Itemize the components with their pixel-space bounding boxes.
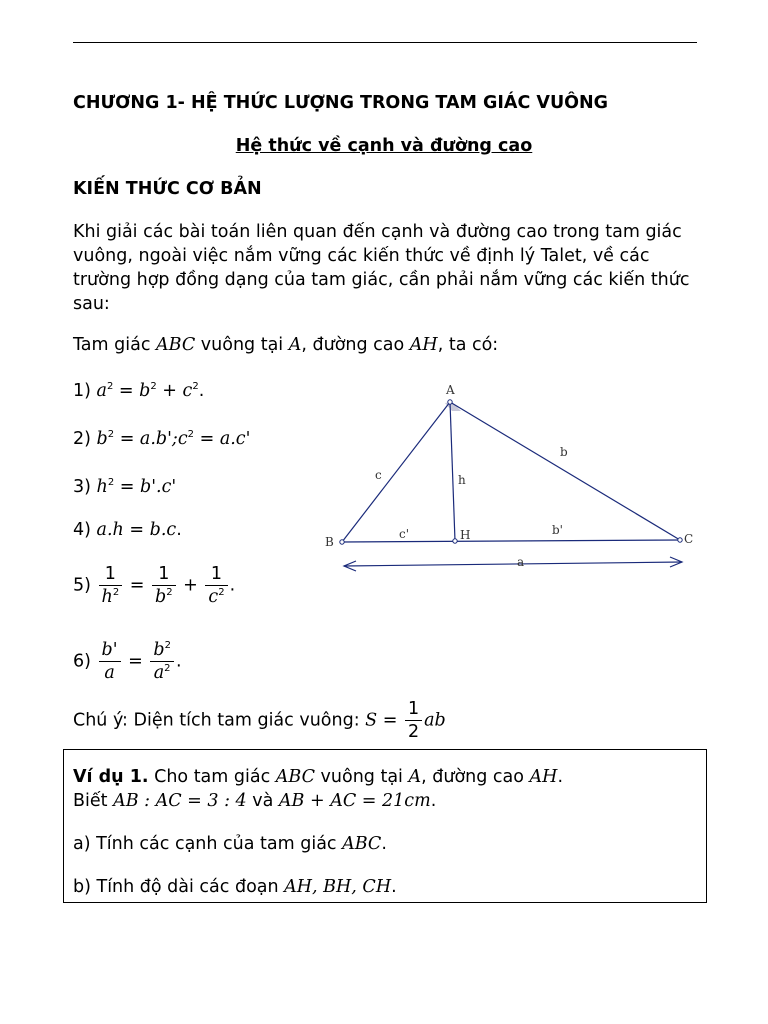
- math-expr: a.c': [219, 429, 251, 449]
- formula-number: 2): [73, 429, 91, 449]
- exponent: 2: [164, 663, 171, 674]
- math-var: a: [96, 381, 107, 401]
- point-a: [448, 400, 452, 404]
- note-label: Chú ý: Diện tích tam giác vuông:: [73, 710, 366, 731]
- math-ah: AH: [409, 335, 438, 355]
- exponent: 2: [107, 429, 115, 440]
- hypotenuse-a: [342, 540, 680, 542]
- equals-sign: =: [194, 429, 220, 449]
- label-H: H: [460, 528, 471, 542]
- question-a: [73, 834, 387, 854]
- exponent: 2: [192, 381, 199, 392]
- numerator: 1: [99, 564, 123, 586]
- label-A: A: [446, 383, 455, 397]
- math-segments: AH, BH, CH: [284, 877, 392, 897]
- label-c-prime: c': [399, 527, 410, 541]
- example-text: Biết: [73, 791, 114, 811]
- numerator: 1: [205, 564, 227, 586]
- period: .: [229, 575, 236, 596]
- point-b: [340, 540, 344, 544]
- math-abc: ABC: [342, 834, 382, 854]
- math-var: h: [96, 477, 108, 497]
- math-expr: ab: [424, 710, 446, 731]
- math-ratio: AB : AC = 3 : 4: [113, 791, 247, 811]
- premise-text: Tam giác: [73, 335, 157, 355]
- intro-paragraph: Khi giải các bài toán liên quan đến cạnh và đường cao trong tam giác vuông, ngoài việc nắm vững các kiến thức về định lý Talet, về các trường hợp đồng dạng của tam giác, cần phải nắm vững các kiến thức sau:: [73, 222, 690, 314]
- numerator: 1: [152, 564, 176, 586]
- plus-sign: +: [156, 381, 183, 401]
- math-var: b: [139, 381, 151, 401]
- exponent: 2: [218, 587, 225, 598]
- example-text: .: [430, 791, 437, 811]
- equals-sign: =: [113, 381, 140, 401]
- exponent: 2: [187, 429, 195, 440]
- math-a: A: [288, 335, 302, 355]
- question-text: .: [381, 834, 387, 854]
- math-abc: ABC: [156, 335, 196, 355]
- label-B: B: [325, 535, 334, 549]
- formula-number: 4): [73, 520, 91, 540]
- section-heading: KIẾN THỨC CƠ BẢN: [73, 179, 262, 199]
- premise-text: vuông tại: [195, 335, 289, 355]
- example-text: vuông tại: [314, 767, 409, 787]
- question-text: a) Tính các cạnh của tam giác: [73, 834, 343, 854]
- math-var: h: [101, 587, 113, 607]
- equals-sign: =: [123, 520, 150, 540]
- math-expr: b'.c': [140, 477, 177, 497]
- example-text: .: [557, 767, 564, 787]
- exponent: 2: [112, 587, 120, 598]
- formula-number: 1): [73, 381, 91, 401]
- math-var: c: [182, 381, 193, 401]
- premise-text: , ta có:: [437, 335, 499, 355]
- exponent: 2: [107, 477, 115, 488]
- length-arrow-a: [344, 562, 682, 566]
- math-var: S: [365, 710, 378, 731]
- math-expr: a.h: [96, 520, 124, 540]
- question-text: .: [391, 877, 397, 897]
- equals-sign: =: [122, 651, 149, 672]
- equals-sign: =: [377, 710, 403, 731]
- example-text: Cho tam giác: [148, 767, 276, 787]
- math-sum: AB + AC = 21cm: [278, 791, 431, 811]
- math-a: A: [408, 767, 422, 787]
- label-b-prime: b': [552, 523, 563, 537]
- point-h: [453, 539, 457, 543]
- exponent: 2: [166, 587, 173, 598]
- math-var: b: [153, 640, 165, 660]
- question-b: [73, 877, 397, 897]
- exponent: 2: [106, 381, 114, 392]
- formula-number: 6): [73, 651, 91, 672]
- plus-sign: +: [177, 575, 204, 596]
- label-a: a: [517, 555, 525, 569]
- math-ah: AH: [529, 767, 558, 787]
- side-c: [342, 402, 450, 542]
- label-c: c: [375, 468, 382, 482]
- denominator: a: [104, 663, 115, 683]
- formula-number: 5): [73, 575, 91, 596]
- example-text: , đường cao: [421, 767, 530, 787]
- label-h: h: [458, 473, 466, 487]
- period: .: [176, 520, 182, 540]
- math-expr: a.b';: [139, 429, 178, 449]
- math-var: c: [208, 587, 219, 607]
- period: .: [175, 651, 182, 672]
- denominator: 2: [407, 722, 420, 742]
- label-b: b: [560, 445, 568, 459]
- numerator: 1: [405, 699, 422, 721]
- equals-sign: =: [124, 575, 150, 596]
- math-abc: ABC: [275, 767, 315, 787]
- math-var: b: [155, 587, 167, 607]
- question-text: b) Tính độ dài các đoạn: [73, 877, 285, 897]
- exponent: 2: [164, 640, 171, 651]
- equals-sign: =: [114, 429, 140, 449]
- equals-sign: =: [114, 477, 140, 497]
- example-line-1: [73, 767, 563, 787]
- premise-text: , đường cao: [301, 335, 410, 355]
- math-var: c: [177, 429, 188, 449]
- chapter-title: CHƯƠNG 1- HỆ THỨC LƯỢNG TRONG TAM GIÁC VUÔNG: [73, 93, 609, 113]
- formula-number: 3): [73, 477, 91, 497]
- period: .: [198, 381, 205, 401]
- example-box: [63, 749, 707, 903]
- section-subtitle: Hệ thức về cạnh và đường cao: [235, 136, 533, 156]
- altitude-h: [450, 402, 455, 541]
- point-c: [678, 538, 682, 542]
- numerator: b': [99, 640, 121, 662]
- example-label: Ví dụ 1.: [73, 767, 149, 787]
- math-var: b: [96, 429, 108, 449]
- math-var: a: [153, 663, 165, 683]
- example-line-2: [73, 791, 436, 811]
- example-text: và: [246, 791, 279, 811]
- math-expr: b.c: [149, 520, 177, 540]
- exponent: 2: [150, 381, 157, 392]
- side-b: [450, 402, 680, 540]
- label-C: C: [684, 532, 694, 546]
